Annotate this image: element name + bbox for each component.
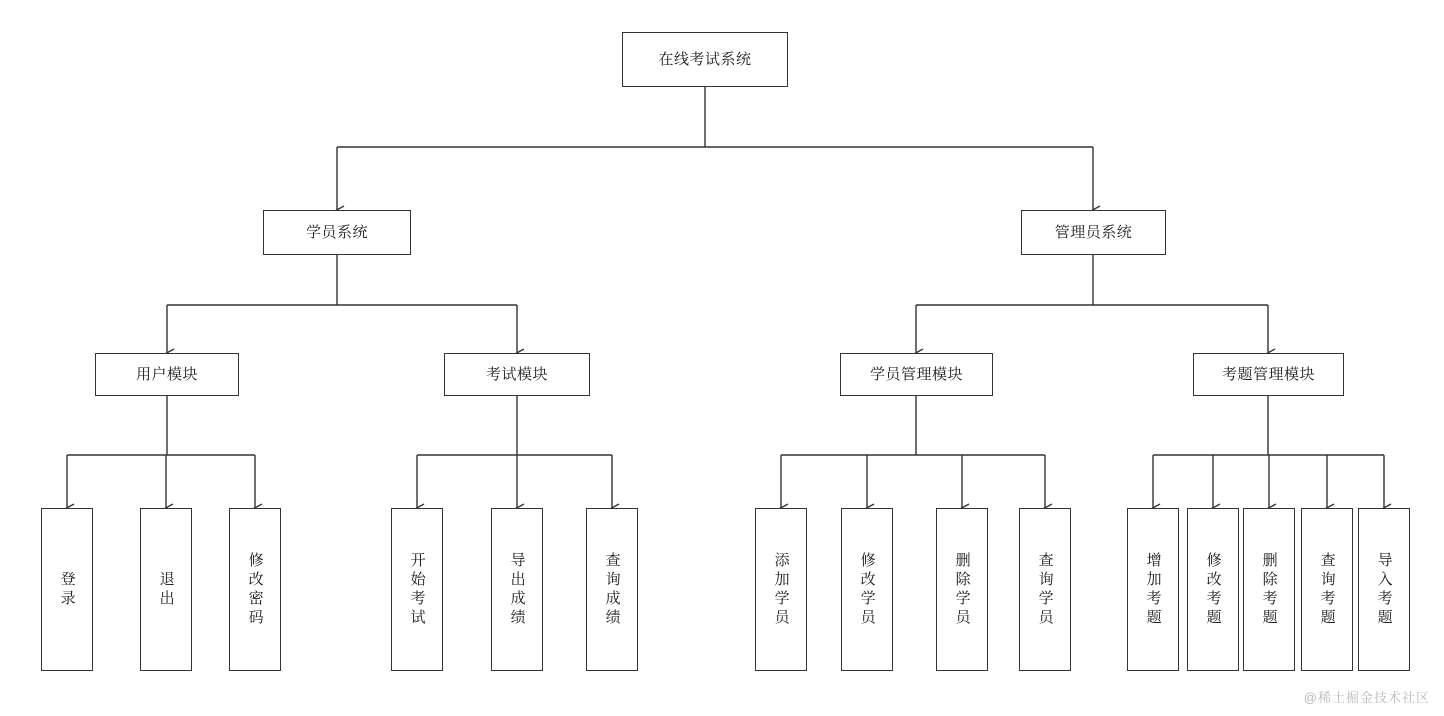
node-exam-module[interactable]	[444, 353, 590, 396]
node-edit-question[interactable]	[1187, 508, 1239, 671]
node-label: 学员管理模块	[869, 365, 963, 383]
node-label: 考试模块	[485, 365, 548, 383]
node-add-question[interactable]	[1127, 508, 1179, 671]
node-add-student[interactable]	[755, 508, 807, 671]
node-label: 导入考题	[1375, 551, 1393, 628]
node-label: 管理员系统	[1054, 223, 1133, 241]
node-label: 查询成绩	[603, 551, 621, 628]
node-label: 删除考题	[1260, 551, 1278, 628]
node-admin-system[interactable]	[1021, 210, 1166, 255]
node-import-question[interactable]	[1358, 508, 1410, 671]
node-label: 查询学员	[1036, 551, 1054, 628]
node-label: 修改学员	[858, 551, 876, 628]
node-label: 登录	[58, 570, 76, 609]
node-delete-question[interactable]	[1243, 508, 1295, 671]
node-label: 开始考试	[408, 551, 426, 628]
node-export-score[interactable]	[491, 508, 543, 671]
node-label: 退出	[157, 570, 175, 609]
node-label: 增加考题	[1144, 551, 1162, 628]
node-label: 考题管理模块	[1221, 365, 1315, 383]
node-query-score[interactable]	[586, 508, 638, 671]
node-label: 用户模块	[135, 365, 198, 383]
node-logout[interactable]	[140, 508, 192, 671]
node-change-password[interactable]	[229, 508, 281, 671]
node-root[interactable]	[622, 32, 788, 87]
node-label: 在线考试系统	[658, 50, 752, 68]
node-label: 修改密码	[246, 551, 264, 628]
node-query-student[interactable]	[1019, 508, 1071, 671]
node-question-manage-module[interactable]	[1193, 353, 1344, 396]
node-label: 查询考题	[1318, 551, 1336, 628]
node-user-module[interactable]	[95, 353, 239, 396]
node-label: 修改考题	[1204, 551, 1222, 628]
node-student-system[interactable]	[263, 210, 411, 255]
node-start-exam[interactable]	[391, 508, 443, 671]
node-label: 添加学员	[772, 551, 790, 628]
node-login[interactable]	[41, 508, 93, 671]
node-student-manage-module[interactable]	[840, 353, 993, 396]
watermark: @稀土掘金技术社区	[1303, 690, 1430, 705]
node-label: 学员系统	[305, 223, 368, 241]
node-label: 导出成绩	[508, 551, 526, 628]
node-edit-student[interactable]	[841, 508, 893, 671]
node-label: 删除学员	[953, 551, 971, 628]
node-query-question[interactable]	[1301, 508, 1353, 671]
node-delete-student[interactable]	[936, 508, 988, 671]
